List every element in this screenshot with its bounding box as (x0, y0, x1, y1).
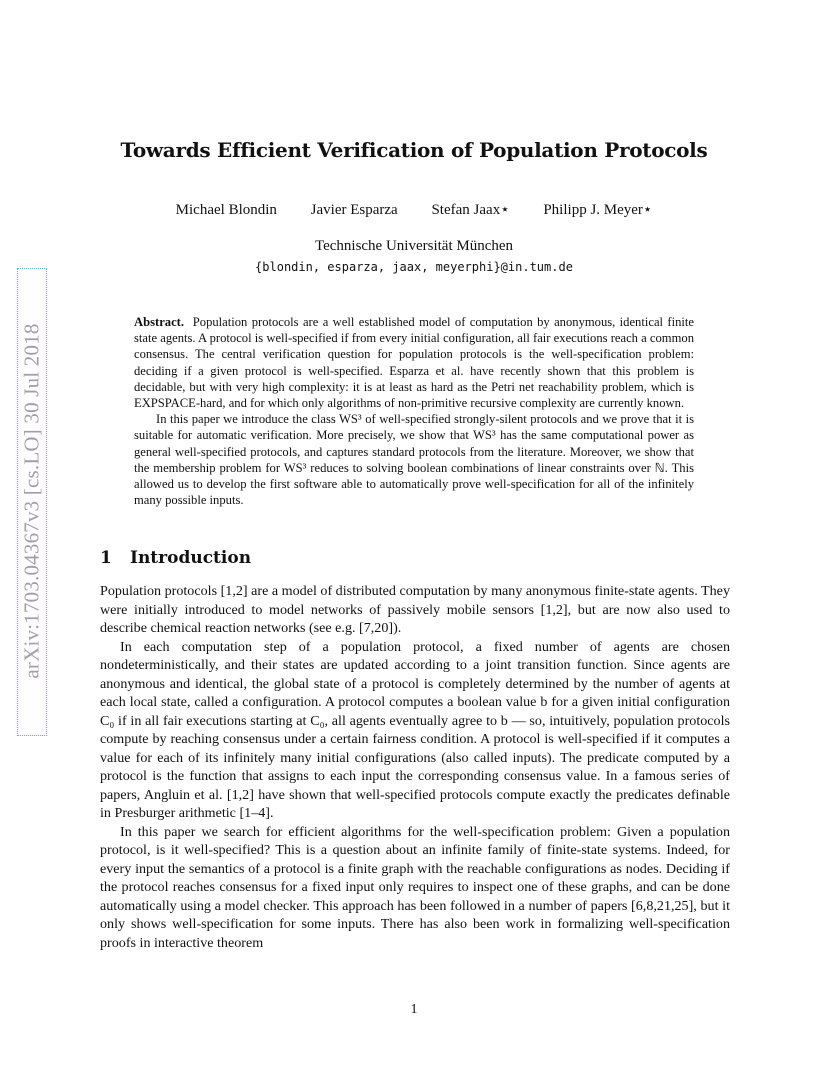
paper-title: Towards Efficient Verification of Population Protocols (120, 138, 708, 162)
introduction-body (100, 582, 730, 952)
body-paragraph-3: In this paper we search for efficient algorithms for the well-specification problem: Given a population protocol, is it well-specified? This is a question about an infinite family of finite-state systems. Indeed, for every input the semantics of a protocol is a finite graph with the reachable configurations as nodes. Deciding if the protocol reaches consensus for a fixed input only requires to inspect one of these graphs, and can be done automatically using a model checker. This approach has been followed in a number of papers [6,8,21,25], but it only shows well-specification for some inputs. There has also been work in formalizing well-specification proofs in interactive theorem (100, 823, 730, 951)
affiliation: Technische Universität München (314, 238, 514, 254)
section-heading (100, 548, 251, 568)
arxiv-stamp (17, 268, 47, 736)
author-name: Javier Esparza (310, 202, 398, 218)
abstract-paragraph-1 (134, 314, 694, 411)
author-name: Michael Blondin (175, 202, 277, 218)
body-paragraph-1: Population protocols [1,2] are a model of distributed computation by many anonymous finite-state agents. They were initially introduced to model networks of passively mobile sensors [1,2], but are now also used to describe chemical reaction networks (see e.g. [7,20]). (100, 583, 730, 636)
section-number: 1 (100, 548, 112, 568)
body-paragraph-2: In each computation step of a population protocol, a fixed number of agents are chosen nondeterministically, and their states are updated according to a joint transition function. Since agents are anonymous and identical, the global state of a protocol is completely determined by the number of agents at each local state, called a configuration. A protocol computes a boolean value b for a given initial configuration C₀ if in all fair executions starting at C₀, all agents eventually agree to b — so, intuitively, population protocols compute by reaching consensus under a certain fairness condition. A protocol is well-specified if it computes a value for each of its infinitely many initial configurations (also called inputs). The predicate computed by a protocol is the function that assigns to each input the corresponding consensus value. In a famous series of papers, Angluin et al. [1,2] have shown that well-specified protocols compute exactly the predicates definable in Presburger arithmetic [1–4]. (100, 638, 730, 821)
abstract-text-1: Population protocols are a well established model of computation by anonymous, identical finite state agents. A protocol is well-specified if from every initial configuration, all fair executions reach a common consensus. The central verification question for population protocols is the well-specification problem: deciding if a given protocol is well-specified. Esparza et al. have recently shown that this problem is decidable, but with very high complexity: it is at least as hard as the Petri net reachability problem, which is EXPSPACE-hard, and for which only algorithms of non-primitive recursive complexity are currently known. (134, 315, 694, 411)
author-emails: {blondin, esparza, jaax, meyerphi}@in.tum.de (255, 260, 573, 274)
abstract-label: Abstract. (134, 315, 185, 329)
section-title: Introduction (130, 548, 252, 568)
author-name: Philipp J. Meyer⋆ (543, 202, 653, 218)
arxiv-identifier: arXiv:1703.04367v3 [cs.LO] 30 Jul 2018 (19, 323, 44, 679)
page-number: 1 (410, 1002, 418, 1017)
author-list (0, 200, 828, 219)
author-name: Stefan Jaax⋆ (431, 202, 510, 218)
abstract (134, 314, 694, 508)
abstract-paragraph-2: In this paper we introduce the class WS³ of well-specified strongly-silent protocols and we prove that it is suitable for automatic verification. More precisely, we show that WS³ has the same computational power as general well-specified protocols, and captures standard protocols from the literature. Moreover, we show that the membership problem for WS³ reduces to solving boolean combinations of linear constraints over ℕ. This allowed us to develop the first software able to automatically prove well-specification for all of the infinitely many possible inputs. (134, 412, 694, 508)
